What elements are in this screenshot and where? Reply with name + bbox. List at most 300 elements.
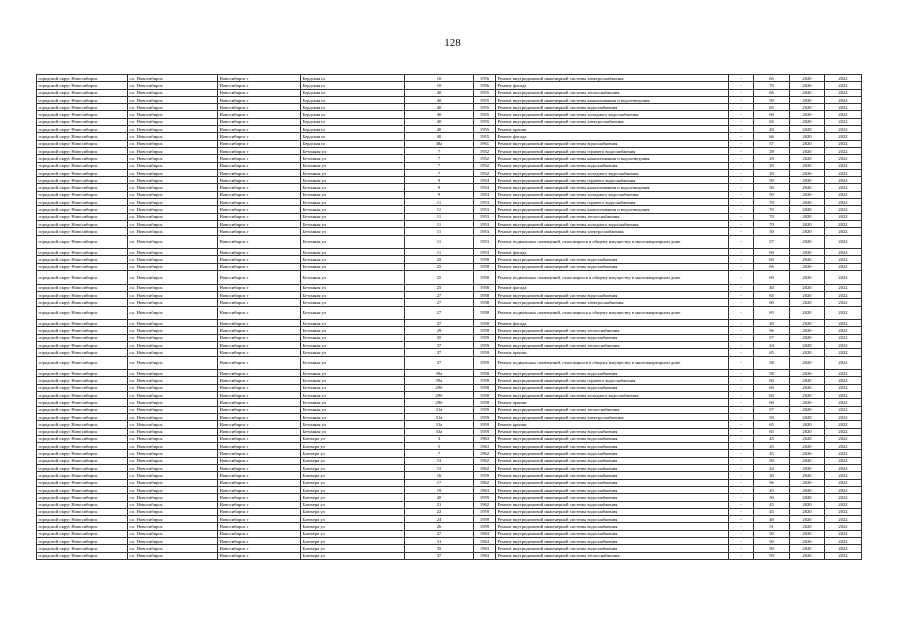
street-cell: Бетонная ул: [301, 256, 405, 263]
dash-cell: -: [729, 235, 754, 249]
year-built-cell: 1959: [474, 516, 496, 523]
table-row: [37, 472, 862, 479]
start-year-cell: 2020: [790, 472, 825, 479]
cost-cell: 70: [754, 199, 790, 206]
municipality-cell: городской округ Новосибирск: [37, 256, 128, 263]
table-row: [37, 465, 862, 472]
work-type-cell: Ремонт внутридомовой инженерной системы теплоснабжения: [496, 406, 729, 413]
year-built-cell: 1954: [474, 177, 496, 184]
dash-cell: -: [729, 538, 754, 545]
municipality-cell: городской округ Новосибирск: [37, 494, 128, 501]
work-type-cell: Ремонт внутридомовой инженерной системы водоснабжения: [496, 140, 729, 147]
district-cell: г.о. Новосибирск: [128, 184, 218, 191]
building-cell: 33а: [405, 428, 474, 435]
street-cell: Бердская ш: [301, 133, 405, 140]
city-cell: Новосибирск г: [218, 377, 301, 384]
end-year-cell: 2022: [825, 406, 862, 413]
district-cell: г.о. Новосибирск: [128, 118, 218, 125]
cost-cell: 45: [754, 486, 790, 493]
dash-cell: -: [729, 213, 754, 220]
municipality-cell: городской округ Новосибирск: [37, 96, 128, 103]
dash-cell: -: [729, 341, 754, 348]
work-type-cell: Ремонт внутридомовой инженерной системы водоснабжения: [496, 450, 729, 457]
city-cell: Новосибирск г: [218, 126, 301, 133]
dash-cell: -: [729, 206, 754, 213]
cost-cell: 58: [754, 356, 790, 370]
municipality-cell: городской округ Новосибирск: [37, 552, 128, 559]
start-year-cell: 2020: [790, 508, 825, 515]
municipality-cell: городской округ Новосибирск: [37, 104, 128, 111]
cost-cell: 60: [754, 249, 790, 256]
municipality-cell: городской округ Новосибирск: [37, 377, 128, 384]
district-cell: г.о. Новосибирск: [128, 392, 218, 399]
work-type-cell: Ремонт внутридомовой инженерной системы водоснабжения: [496, 530, 729, 537]
year-built-cell: 1958: [474, 399, 496, 406]
start-year-cell: 2020: [790, 545, 825, 552]
year-built-cell: 1964: [474, 538, 496, 545]
start-year-cell: 2020: [790, 356, 825, 370]
building-cell: 40: [405, 89, 474, 96]
building-cell: 25: [405, 263, 474, 270]
municipality-cell: городской округ Новосибирск: [37, 501, 128, 508]
end-year-cell: 2022: [825, 327, 862, 334]
district-cell: г.о. Новосибирск: [128, 111, 218, 118]
building-cell: 10: [405, 75, 474, 82]
work-type-cell: Ремонт внутридомовой инженерной системы водоснабжения: [496, 486, 729, 493]
municipality-cell: городской округ Новосибирск: [37, 155, 128, 162]
district-cell: г.о. Новосибирск: [128, 501, 218, 508]
end-year-cell: 2022: [825, 220, 862, 227]
municipality-cell: городской округ Новосибирск: [37, 356, 128, 370]
city-cell: Новосибирск г: [218, 191, 301, 198]
year-built-cell: 1958: [474, 306, 496, 320]
dash-cell: -: [729, 465, 754, 472]
year-built-cell: 1953: [474, 213, 496, 220]
start-year-cell: 2020: [790, 140, 825, 147]
building-cell: 29: [405, 327, 474, 334]
building-cell: 11: [405, 228, 474, 235]
dash-cell: -: [729, 256, 754, 263]
district-cell: г.о. Новосибирск: [128, 399, 218, 406]
street-cell: Бетонная ул: [301, 147, 405, 154]
start-year-cell: 2020: [790, 249, 825, 256]
work-type-cell: Ремонт фасада: [496, 320, 729, 327]
start-year-cell: 2020: [790, 399, 825, 406]
table-row: [37, 334, 862, 341]
district-cell: г.о. Новосибирск: [128, 177, 218, 184]
end-year-cell: 2022: [825, 413, 862, 420]
building-cell: 39а: [405, 377, 474, 384]
end-year-cell: 2022: [825, 494, 862, 501]
street-cell: Блюхера ул: [301, 465, 405, 472]
year-built-cell: 1961: [474, 140, 496, 147]
cost-cell: 65: [754, 118, 790, 125]
table-row: [37, 516, 862, 523]
municipality-cell: городской округ Новосибирск: [37, 306, 128, 320]
dash-cell: -: [729, 530, 754, 537]
district-cell: г.о. Новосибирск: [128, 271, 218, 285]
dash-cell: -: [729, 118, 754, 125]
year-built-cell: 1958: [474, 271, 496, 285]
cost-cell: 40: [754, 320, 790, 327]
street-cell: Бетонная ул: [301, 284, 405, 291]
municipality-cell: городской округ Новосибирск: [37, 428, 128, 435]
dash-cell: -: [729, 334, 754, 341]
work-type-cell: Ремонт внутридомовой инженерной системы электроснабжения: [496, 75, 729, 82]
end-year-cell: 2022: [825, 370, 862, 377]
year-built-cell: 1963: [474, 435, 496, 442]
cost-cell: 56: [754, 327, 790, 334]
year-built-cell: 1954: [474, 191, 496, 198]
cost-cell: 30: [754, 494, 790, 501]
work-type-cell: Ремонт внутридомовой инженерной системы холодного водоснабжения: [496, 169, 729, 176]
work-type-cell: Ремонт фасада: [496, 82, 729, 89]
end-year-cell: 2022: [825, 399, 862, 406]
cost-cell: 29: [754, 162, 790, 169]
end-year-cell: 2022: [825, 155, 862, 162]
building-cell: 27: [405, 320, 474, 327]
district-cell: г.о. Новосибирск: [128, 457, 218, 464]
building-cell: 35: [405, 334, 474, 341]
start-year-cell: 2020: [790, 96, 825, 103]
municipality-cell: городской округ Новосибирск: [37, 140, 128, 147]
end-year-cell: 2022: [825, 523, 862, 530]
table-body: [37, 75, 862, 560]
year-built-cell: 1953: [474, 249, 496, 256]
work-type-cell: Ремонт фасада: [496, 284, 729, 291]
cost-cell: 29: [754, 147, 790, 154]
end-year-cell: 2022: [825, 89, 862, 96]
table-row: [37, 235, 862, 249]
table-row: [37, 508, 862, 515]
year-built-cell: 1962: [474, 450, 496, 457]
district-cell: г.о. Новосибирск: [128, 479, 218, 486]
end-year-cell: 2022: [825, 184, 862, 191]
dash-cell: -: [729, 162, 754, 169]
municipality-cell: городской округ Новосибирск: [37, 349, 128, 356]
page-number: 128: [444, 37, 461, 49]
city-cell: Новосибирск г: [218, 465, 301, 472]
cost-cell: 29: [754, 155, 790, 162]
district-cell: г.о. Новосибирск: [128, 213, 218, 220]
dash-cell: -: [729, 494, 754, 501]
street-cell: Блюхера ул: [301, 516, 405, 523]
district-cell: г.о. Новосибирск: [128, 220, 218, 227]
dash-cell: -: [729, 82, 754, 89]
district-cell: г.о. Новосибирск: [128, 516, 218, 523]
municipality-cell: городской округ Новосибирск: [37, 435, 128, 442]
cost-cell: 66: [754, 133, 790, 140]
building-cell: 40: [405, 118, 474, 125]
table-row: [37, 501, 862, 508]
municipality-cell: городской округ Новосибирск: [37, 399, 128, 406]
municipality-cell: городской округ Новосибирск: [37, 206, 128, 213]
building-cell: 40: [405, 104, 474, 111]
table-row: [37, 291, 862, 298]
end-year-cell: 2022: [825, 162, 862, 169]
cost-cell: 70: [754, 213, 790, 220]
street-cell: Блюхера ул: [301, 479, 405, 486]
city-cell: Новосибирск г: [218, 104, 301, 111]
municipality-cell: городской округ Новосибирск: [37, 443, 128, 450]
street-cell: Бердская ш: [301, 96, 405, 103]
city-cell: Новосибирск г: [218, 140, 301, 147]
year-built-cell: 1953: [474, 228, 496, 235]
street-cell: Блюхера ул: [301, 443, 405, 450]
city-cell: Новосибирск г: [218, 457, 301, 464]
start-year-cell: 2020: [790, 177, 825, 184]
table-row: [37, 457, 862, 464]
cost-cell: 58: [754, 370, 790, 377]
dash-cell: -: [729, 421, 754, 428]
end-year-cell: 2022: [825, 356, 862, 370]
start-year-cell: 2020: [790, 104, 825, 111]
building-cell: 25: [405, 284, 474, 291]
street-cell: Бетонная ул: [301, 206, 405, 213]
cost-cell: 50: [754, 413, 790, 420]
start-year-cell: 2020: [790, 421, 825, 428]
municipality-cell: городской округ Новосибирск: [37, 177, 128, 184]
table-row: [37, 494, 862, 501]
district-cell: г.о. Новосибирск: [128, 552, 218, 559]
start-year-cell: 2020: [790, 147, 825, 154]
end-year-cell: 2022: [825, 421, 862, 428]
end-year-cell: 2022: [825, 306, 862, 320]
start-year-cell: 2020: [790, 479, 825, 486]
work-type-cell: Ремонт внутридомовой инженерной системы электроснабжения: [496, 228, 729, 235]
table-row: [37, 341, 862, 348]
city-cell: Новосибирск г: [218, 118, 301, 125]
table-row: [37, 327, 862, 334]
building-cell: 25: [405, 271, 474, 285]
start-year-cell: 2020: [790, 75, 825, 82]
table-row: [37, 89, 862, 96]
table-row: [37, 479, 862, 486]
building-cell: 35: [405, 545, 474, 552]
start-year-cell: 2020: [790, 523, 825, 530]
building-cell: 10: [405, 82, 474, 89]
start-year-cell: 2020: [790, 428, 825, 435]
street-cell: Бетонная ул: [301, 291, 405, 298]
building-cell: 7: [405, 162, 474, 169]
building-cell: 27: [405, 306, 474, 320]
dash-cell: -: [729, 406, 754, 413]
end-year-cell: 2022: [825, 271, 862, 285]
end-year-cell: 2022: [825, 177, 862, 184]
district-cell: г.о. Новосибирск: [128, 75, 218, 82]
city-cell: Новосибирск г: [218, 508, 301, 515]
building-cell: 37: [405, 349, 474, 356]
district-cell: г.о. Новосибирск: [128, 169, 218, 176]
dash-cell: -: [729, 133, 754, 140]
year-built-cell: 1959: [474, 334, 496, 341]
year-built-cell: 1955: [474, 89, 496, 96]
building-cell: 9: [405, 184, 474, 191]
work-type-cell: Ремонт внутридомовой инженерной системы водоснабжения: [496, 384, 729, 391]
district-cell: г.о. Новосибирск: [128, 320, 218, 327]
street-cell: Бердская ш: [301, 118, 405, 125]
start-year-cell: 2020: [790, 457, 825, 464]
table-row: [37, 399, 862, 406]
city-cell: Новосибирск г: [218, 472, 301, 479]
table-row: [37, 162, 862, 169]
start-year-cell: 2020: [790, 162, 825, 169]
municipality-cell: городской округ Новосибирск: [37, 235, 128, 249]
end-year-cell: 2022: [825, 392, 862, 399]
city-cell: Новосибирск г: [218, 263, 301, 270]
dash-cell: -: [729, 169, 754, 176]
start-year-cell: 2020: [790, 284, 825, 291]
table-row: [37, 263, 862, 270]
year-built-cell: 1959: [474, 428, 496, 435]
table-row: [37, 191, 862, 198]
year-built-cell: 1959: [474, 341, 496, 348]
building-cell: 9: [405, 191, 474, 198]
city-cell: Новосибирск г: [218, 413, 301, 420]
work-type-cell: Ремонт внутридомовой инженерной системы водоснабжения: [496, 457, 729, 464]
year-built-cell: 1958: [474, 377, 496, 384]
street-cell: Блюхера ул: [301, 457, 405, 464]
building-cell: 40: [405, 133, 474, 140]
dash-cell: -: [729, 320, 754, 327]
city-cell: Новосибирск г: [218, 341, 301, 348]
work-type-cell: Ремонт внутридомовой инженерной системы канализования и водоотведения: [496, 206, 729, 213]
municipality-cell: городской округ Новосибирск: [37, 299, 128, 306]
end-year-cell: 2022: [825, 199, 862, 206]
building-cell: 29б: [405, 399, 474, 406]
year-built-cell: 1952: [474, 169, 496, 176]
street-cell: Бетонная ул: [301, 306, 405, 320]
street-cell: Бетонная ул: [301, 249, 405, 256]
work-type-cell: Ремонт внутридомовой инженерной системы водоснабжения: [496, 472, 729, 479]
table-row: [37, 155, 862, 162]
municipality-cell: городской округ Новосибирск: [37, 291, 128, 298]
dash-cell: -: [729, 155, 754, 162]
year-built-cell: 1958: [474, 320, 496, 327]
city-cell: Новосибирск г: [218, 111, 301, 118]
start-year-cell: 2020: [790, 552, 825, 559]
district-cell: г.о. Новосибирск: [128, 299, 218, 306]
cost-cell: 45: [754, 501, 790, 508]
city-cell: Новосибирск г: [218, 89, 301, 96]
end-year-cell: 2022: [825, 140, 862, 147]
work-type-cell: Ремонт внутридомовой инженерной системы водоснабжения: [496, 523, 729, 530]
street-cell: Блюхера ул: [301, 508, 405, 515]
year-built-cell: 1963: [474, 545, 496, 552]
table-row: [37, 349, 862, 356]
work-type-cell: Ремонт внутридомовой инженерной системы водоснабжения: [496, 508, 729, 515]
dash-cell: -: [729, 370, 754, 377]
year-built-cell: 1958: [474, 327, 496, 334]
cost-cell: 65: [754, 349, 790, 356]
cost-cell: 60: [754, 299, 790, 306]
city-cell: Новосибирск г: [218, 501, 301, 508]
district-cell: г.о. Новосибирск: [128, 472, 218, 479]
start-year-cell: 2020: [790, 199, 825, 206]
work-type-cell: Ремонт внутридомовой инженерной системы водоснабжения: [496, 256, 729, 263]
year-built-cell: 1952: [474, 155, 496, 162]
end-year-cell: 2022: [825, 206, 862, 213]
work-type-cell: Ремонт крыши: [496, 126, 729, 133]
district-cell: г.о. Новосибирск: [128, 82, 218, 89]
dash-cell: -: [729, 147, 754, 154]
start-year-cell: 2020: [790, 384, 825, 391]
dash-cell: -: [729, 111, 754, 118]
start-year-cell: 2020: [790, 486, 825, 493]
table-row: [37, 306, 862, 320]
table-row: [37, 184, 862, 191]
building-cell: 26: [405, 523, 474, 530]
municipality-cell: городской округ Новосибирск: [37, 191, 128, 198]
year-built-cell: 1955: [474, 133, 496, 140]
start-year-cell: 2020: [790, 306, 825, 320]
district-cell: г.о. Новосибирск: [128, 306, 218, 320]
building-cell: 11: [405, 235, 474, 249]
cost-cell: 57: [754, 140, 790, 147]
start-year-cell: 2020: [790, 133, 825, 140]
municipality-cell: городской округ Новосибирск: [37, 516, 128, 523]
end-year-cell: 2022: [825, 552, 862, 559]
end-year-cell: 2022: [825, 291, 862, 298]
dash-cell: -: [729, 191, 754, 198]
street-cell: Бердская ш: [301, 89, 405, 96]
work-type-cell: Ремонт внутридомовой инженерной системы водоснабжения: [496, 428, 729, 435]
work-type-cell: Ремонт внутридомовой инженерной системы водоснабжения: [496, 435, 729, 442]
municipality-cell: городской округ Новосибирск: [37, 479, 128, 486]
table-row: [37, 111, 862, 118]
table-row: [37, 75, 862, 82]
work-type-cell: Ремонт подвальных помещений, относящихся к общему имуществу в многоквартирном доме: [496, 356, 729, 370]
work-type-cell: Ремонт внутридомовой инженерной системы канализования и водоотведения: [496, 184, 729, 191]
dash-cell: -: [729, 220, 754, 227]
street-cell: Бетонная ул: [301, 334, 405, 341]
district-cell: г.о. Новосибирск: [128, 538, 218, 545]
district-cell: г.о. Новосибирск: [128, 523, 218, 530]
cost-cell: 50: [754, 191, 790, 198]
end-year-cell: 2022: [825, 75, 862, 82]
work-type-cell: Ремонт внутридомовой инженерной системы водоснабжения: [496, 162, 729, 169]
dash-cell: -: [729, 501, 754, 508]
building-cell: 16: [405, 472, 474, 479]
dash-cell: -: [729, 435, 754, 442]
building-cell: 5: [405, 443, 474, 450]
dash-cell: -: [729, 249, 754, 256]
building-cell: 37: [405, 552, 474, 559]
end-year-cell: 2022: [825, 341, 862, 348]
cost-cell: 65: [754, 75, 790, 82]
building-cell: 11: [405, 249, 474, 256]
building-cell: 25: [405, 256, 474, 263]
street-cell: Бердская ш: [301, 111, 405, 118]
table-row: [37, 486, 862, 493]
table-row: [37, 377, 862, 384]
cost-cell: 66: [754, 89, 790, 96]
dash-cell: -: [729, 428, 754, 435]
start-year-cell: 2020: [790, 271, 825, 285]
district-cell: г.о. Новосибирск: [128, 140, 218, 147]
table-row: [37, 206, 862, 213]
building-cell: 13: [405, 457, 474, 464]
cost-cell: 65: [754, 263, 790, 270]
dash-cell: -: [729, 263, 754, 270]
end-year-cell: 2022: [825, 545, 862, 552]
municipality-cell: городской округ Новосибирск: [37, 111, 128, 118]
city-cell: Новосибирск г: [218, 199, 301, 206]
end-year-cell: 2022: [825, 443, 862, 450]
work-type-cell: Ремонт внутридомовой инженерной системы теплоснабжения: [496, 213, 729, 220]
municipality-cell: городской округ Новосибирск: [37, 341, 128, 348]
dash-cell: -: [729, 291, 754, 298]
